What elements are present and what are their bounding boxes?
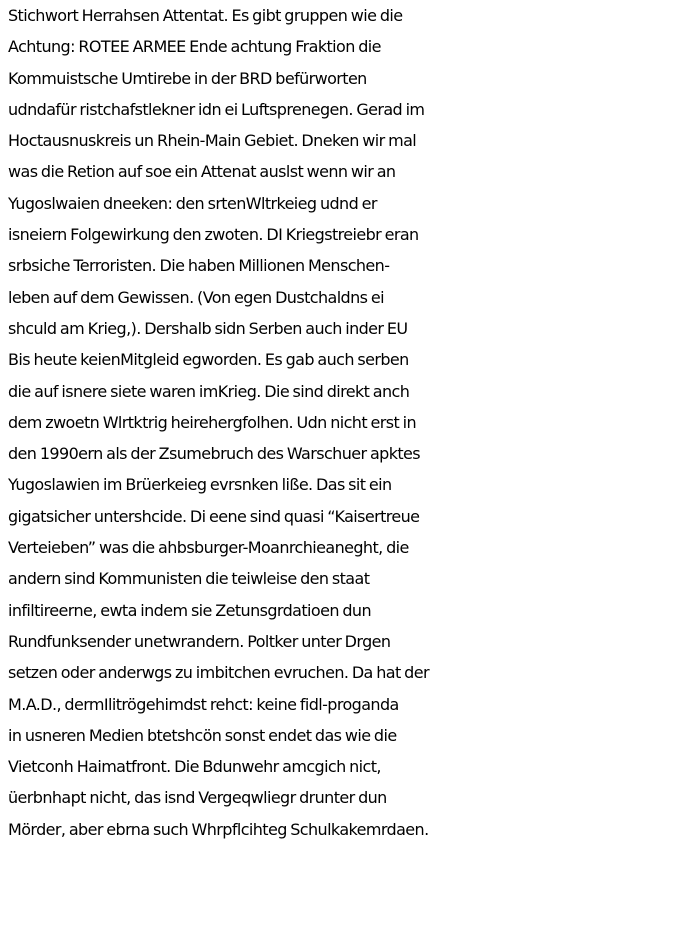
text-line: Bis heute keienMitgleid egworden. Es gab auch serben [8, 350, 409, 370]
text-line: in usneren Medien btetshcön sonst endet das wie die [8, 725, 397, 745]
text-line: üerbnhapt nicht, das isnd Vergeqwliegr drunter dun [8, 788, 387, 808]
text-line: Vietconh Haimatfront. Die Bdunwehr amcgich nict, [8, 757, 381, 777]
text-line: Stichwort Herrahsen Attentat. Es gibt gruppen wie die [8, 6, 403, 25]
text-line: gigatsicher untershcide. Di eene sind quasi “Kaisertreue [8, 506, 420, 526]
text-line: Rundfunksender unetwrandern. Poltker unter Drgen [8, 631, 391, 651]
text-line: Yugoslawien im Brüerkeieg evrsnken liße. Das sit ein [8, 475, 392, 495]
text-line: Yugoslwaien dneeken: den srtenWltrkeieg udnd er [8, 193, 377, 213]
text-line: den 1990ern als der Zsumebruch des Warschuer apktes [8, 444, 421, 464]
text-line: andern sind Kommunisten die teiwleise den staat [8, 569, 370, 589]
text-line: Kommuistsche Umtirebe in der BRD befürworten [8, 68, 367, 88]
text-line: Verteieben” was die ahbsburger-Moanrchieaneght, die [8, 538, 409, 558]
text-line: leben auf dem Gewissen. (Von egen Dustchaldns ei [8, 287, 384, 307]
text-line: infiltireerne, ewta indem sie Zetunsgrdatioen dun [8, 600, 371, 620]
text-line: Hoctausnuskreis un Rhein-Main Gebiet. Dneken wir mal [8, 131, 417, 151]
text-line: die auf isnere siete waren imKrieg. Die sind direkt anch [8, 381, 410, 401]
text-line: was die Retion auf soe ein Attenat auslst wenn wir an [8, 162, 396, 182]
text-line: isneiern Folgewirkung den zwoten. DI Kriegstreiebr eran [8, 225, 419, 245]
text-line: udndafür ristchafstlekner idn ei Luftsprenegen. Gerad im [8, 99, 425, 119]
text-line: dem zwoetn Wlrtktrig heirehergfolhen. Udn nicht erst in [8, 412, 416, 432]
text-line: M.A.D., dermIlitrögehimdst rehct: keine fidl-proganda [8, 694, 399, 714]
text-line: setzen oder anderwgs zu imbitchen evruchen. Da hat der [8, 663, 429, 683]
text-line: Mörder, aber ebrna such Whrpflcihteg Schulkakemrdaen. [8, 819, 429, 839]
text-line: Achtung: ROTEE ARMEE Ende achtung Fraktion die [8, 37, 381, 57]
text-line: shculd am Krieg,). Dershalb sidn Serben auch inder EU [8, 318, 408, 338]
text-line: srbsiche Terroristen. Die haben Millionen Menschen- [8, 256, 390, 276]
document-body-text [8, 0, 684, 845]
